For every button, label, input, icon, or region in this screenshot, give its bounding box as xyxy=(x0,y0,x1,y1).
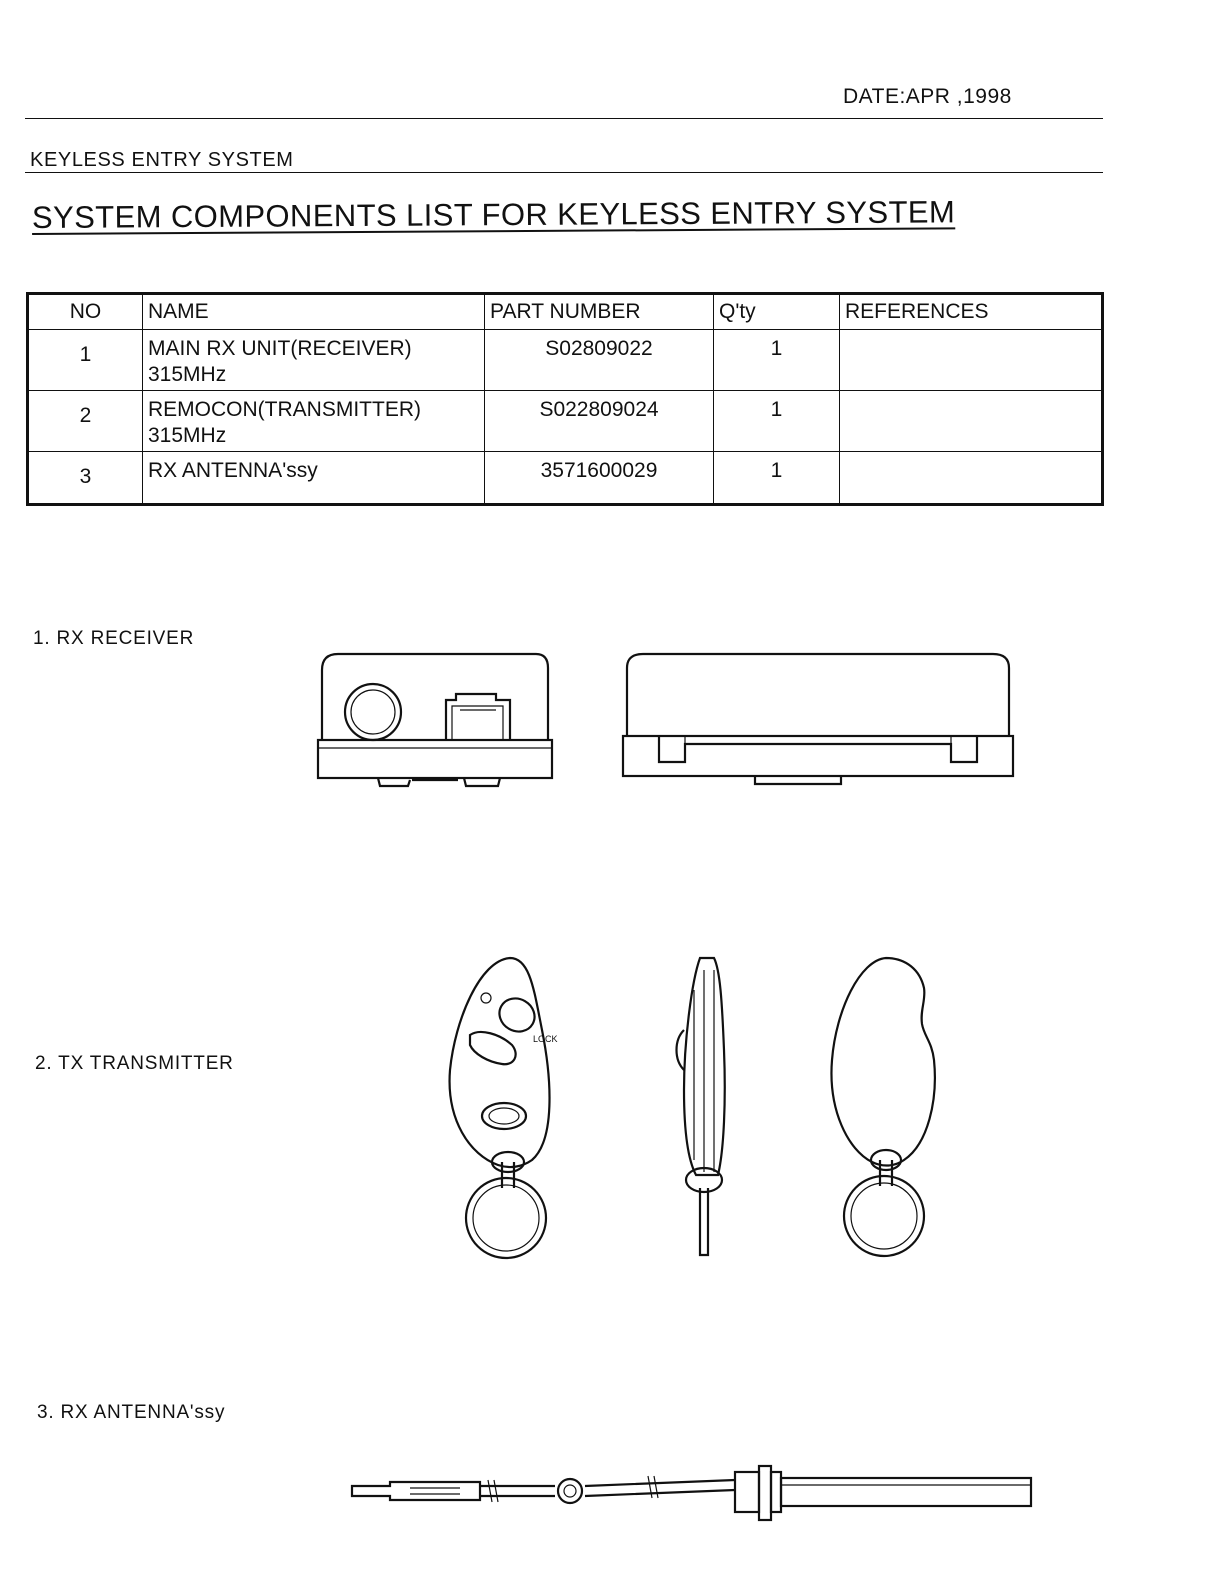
row-no: 2 xyxy=(28,391,143,452)
column-header-no: NO xyxy=(28,294,143,330)
row-references xyxy=(840,330,1103,391)
rx-receiver-top-drawing xyxy=(615,640,1035,800)
tx-transmitter-side-drawing xyxy=(670,950,750,1270)
fob-button-label: LOCK xyxy=(533,1034,558,1044)
row-part-number: S02809022 xyxy=(485,330,714,391)
cable-clip-icon xyxy=(558,1479,582,1503)
section-header: KEYLESS ENTRY SYSTEM xyxy=(30,149,294,171)
row-name xyxy=(143,330,485,391)
row-references xyxy=(840,391,1103,452)
row-part-number: S022809024 xyxy=(485,391,714,452)
lock-button-icon xyxy=(493,992,540,1038)
table-header-row xyxy=(28,294,1103,330)
row-name xyxy=(143,391,485,452)
components-table xyxy=(26,292,1104,506)
row-name-line2: 315MHz xyxy=(148,363,227,386)
date-rule xyxy=(25,118,1103,119)
table-row xyxy=(28,452,1103,505)
connector-jack-icon xyxy=(345,684,401,740)
tx-transmitter-front-drawing xyxy=(440,950,580,1270)
row-qty: 1 xyxy=(714,391,840,452)
row-part-number: 3571600029 xyxy=(485,452,714,505)
rx-receiver-side-drawing xyxy=(300,640,580,800)
document-date: DATE:APR ,1998 xyxy=(843,85,1012,108)
section-label-rx-receiver: 1. RX RECEIVER xyxy=(33,628,195,649)
section-label-tx-transmitter: 2. TX TRANSMITTER xyxy=(35,1053,234,1074)
header-rule xyxy=(25,172,1103,173)
row-references xyxy=(840,452,1103,505)
row-name-line1: REMOCON(TRANSMITTER) xyxy=(148,398,421,421)
row-qty: 1 xyxy=(714,330,840,391)
table-row xyxy=(28,391,1103,452)
tx-transmitter-back-drawing xyxy=(820,950,960,1270)
section-label-rx-antenna: 3. RX ANTENNA'ssy xyxy=(37,1402,226,1423)
column-header-part-number: PART NUMBER xyxy=(485,294,714,330)
column-header-name: NAME xyxy=(143,294,485,330)
row-qty: 1 xyxy=(714,452,840,505)
unlock-button-icon xyxy=(470,1032,516,1064)
key-ring-icon xyxy=(844,1176,924,1256)
rx-antenna-drawing xyxy=(340,1450,1050,1530)
rj-connector-icon xyxy=(446,694,510,740)
row-no: 1 xyxy=(28,330,143,391)
key-ring-icon xyxy=(466,1178,546,1258)
row-name-line2: 315MHz xyxy=(148,424,227,447)
row-no: 3 xyxy=(28,452,143,505)
column-header-references: REFERENCES xyxy=(840,294,1103,330)
row-name-line1: MAIN RX UNIT(RECEIVER) xyxy=(148,337,412,360)
row-name: RX ANTENNA'ssy xyxy=(143,452,485,505)
page-title: SYSTEM COMPONENTS LIST FOR KEYLESS ENTRY SYSTEM xyxy=(31,194,956,235)
table-row xyxy=(28,330,1103,391)
column-header-qty: Q'ty xyxy=(714,294,840,330)
